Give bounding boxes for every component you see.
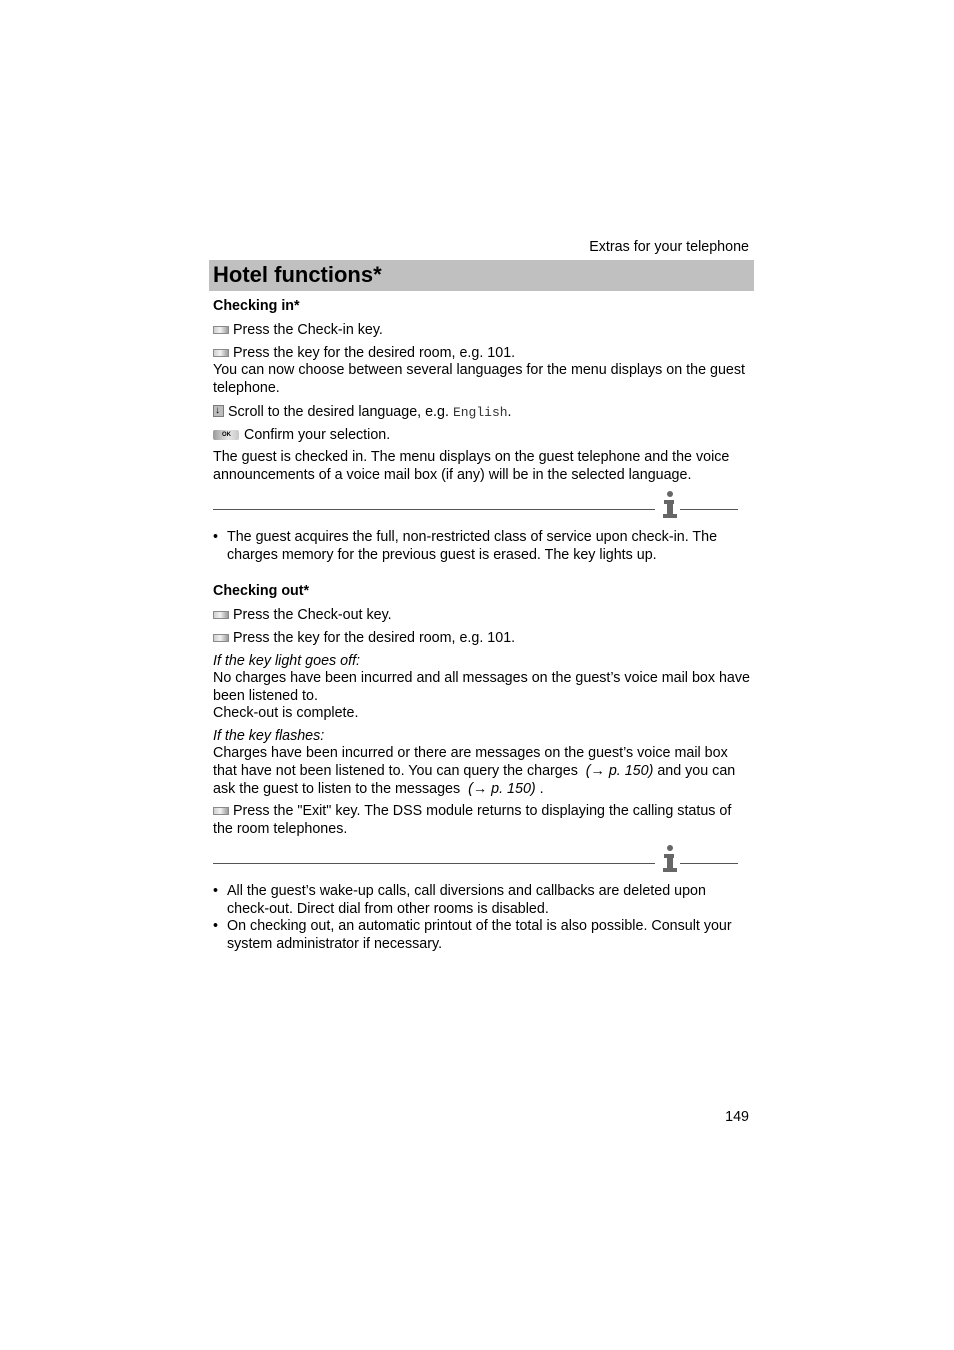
checkin-result: The guest is checked in. The menu displays on the guest telephone and the voice announcements of a voice mail box (if any) will be in the selected language.	[213, 449, 730, 483]
info-divider-left	[213, 863, 655, 864]
info-icon	[660, 844, 680, 874]
checkin-step-1: Press the Check-in key.	[213, 321, 753, 339]
key-icon	[213, 807, 229, 815]
info-divider-left	[213, 509, 655, 510]
checkin-step-2: Press the key for the desired room, e.g. 101.	[213, 344, 753, 362]
checkout-step-1: Press the Check-out key.	[213, 606, 753, 624]
language-value: English	[452, 405, 508, 420]
scroll-down-icon	[213, 405, 224, 417]
info-list-item: • The guest acquires the full, non-restricted class of service upon check-in. The charges memory for the previous guest is erased. The key lights up.	[213, 529, 718, 563]
page-ref-link[interactable]: (→ p. 150)	[468, 781, 536, 797]
page-number: 149	[725, 1109, 749, 1125]
page-ref-link[interactable]: (→ p. 150)	[585, 763, 654, 779]
key-icon	[213, 611, 229, 619]
ok-key-icon	[213, 430, 239, 440]
info-list-item: • On checking out, an automatic printout of the total is also possible. Consult your system administrator if necessary.	[213, 918, 732, 952]
info-icon	[660, 490, 680, 520]
checkin-step-2-note: You can now choose between several languages for the menu displays on the guest telephone.	[213, 362, 745, 396]
checkout-step-2: Press the key for the desired room, e.g. 101.	[213, 629, 753, 647]
running-header: Extras for your telephone	[589, 239, 749, 255]
info-list-item: • All the guest’s wake-up calls, call diversions and callbacks are deleted upon check-out. Direct dial from other rooms is disabled.	[213, 883, 706, 917]
info-divider-right	[680, 863, 738, 864]
title-bar	[209, 260, 754, 291]
checkin-heading: Checking in*	[213, 298, 300, 314]
checkout-heading: Checking out*	[213, 583, 310, 599]
case2-label: If the key flashes:	[213, 728, 325, 744]
page-title: Hotel functions*	[213, 262, 382, 287]
key-icon	[213, 634, 229, 642]
info-divider-right	[680, 509, 738, 510]
checkin-step-4: OKConfirm your selection.	[213, 426, 753, 444]
case1-result: Check-out is complete.	[213, 705, 359, 721]
bullet-marker: •	[213, 883, 219, 899]
case2-text: Charges have been incurred or there are messages on the guest’s voice mail box that have not been listened to. You can query the charges (→ p. 150) and you can ask the guest to listen to the messages (→ p. 150) .	[213, 745, 736, 797]
bullet-marker: •	[213, 529, 219, 545]
key-icon	[213, 349, 229, 357]
checkout-exit-step: Press the "Exit" key. The DSS module returns to displaying the calling status of the room telephones.	[213, 803, 732, 837]
case1-label: If the key light goes off:	[213, 653, 361, 669]
key-icon	[213, 326, 229, 334]
checkin-step-3: ↓Scroll to the desired language, e.g. English.	[213, 403, 753, 422]
case1-text: No charges have been incurred and all messages on the guest’s voice mail box have been listened to.	[213, 670, 750, 704]
bullet-marker: •	[213, 918, 219, 934]
